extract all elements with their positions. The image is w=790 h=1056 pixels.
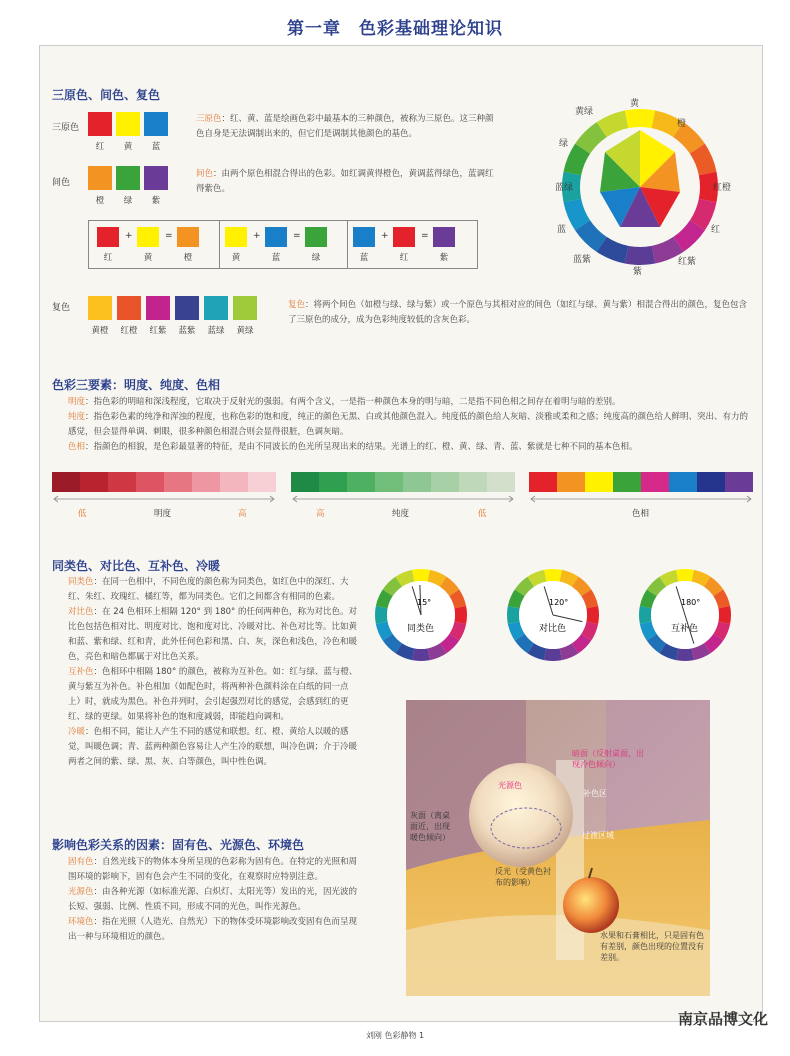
wheel-label: 绿 [559,139,569,149]
annotation-complementary: 补色区 [583,789,607,798]
annotation-gray: 灰面（离桌面近，出现暖色倾向） [410,811,450,842]
hue-bar [529,472,753,492]
factors-text: 固有色：自然光线下的物体本身所呈现的色彩称为固有色。在特定的光照和周围环境的影响下，固有色会产生不同的变化，在观察时应特别注意。 光源色：由各种光源（如标准光源、白炽灯、太阳光等）发出的光，因光波的长短、强弱、比例、性质不同，形成不同的光色，叫作光源色。 环境色：指在光照（人造光、自然光）下的物体受环境影响改变固有色而呈现出一种与环境相近的颜色。 [68,857,358,942]
primary-swatch-label: 红 [95,142,105,152]
angle-label: 180° [681,598,701,607]
wheel-label: 红橙 [713,183,732,193]
tertiary-swatch [204,296,228,320]
bar-segment [248,472,276,492]
mix-swatch [353,227,375,247]
value-bar-label: 明度 [154,509,172,519]
mix-swatch [177,227,199,247]
wheel-segment [625,109,655,128]
tertiary-swatch-label: 蓝紫 [178,326,196,336]
bar-segment [136,472,164,492]
mix-label: 红 [103,253,113,263]
bar-segment [108,472,136,492]
bar-segment [459,472,487,492]
page-title: 第一章 色彩基础理论知识 [287,19,503,39]
wheel-segment [544,569,562,582]
small-wheels [366,560,756,670]
hue-bar-label: 色相 [632,509,650,519]
relations-text: 同类色：在同一色相中，不同色度的颜色称为同类色，如红色中的深红、大红、朱红、玫瑰红、橘红等，都为同类色。它们之间都含有相同的色素。 对比色：在 24 色相环上相隔 120° 到 180° 的任何两种色，称为对比色。对比色包括色相对比、明度对比、饱和度对比、冷暖对比、补色对比等。比如黄和蓝、紫和绿、红和青，此外任何色彩和黑、白、灰，深色和浅色，冷色和暖色，亮色和暗色都属于对比色关系。 互补色：色相环中相隔 180° 的颜色，被称为互补色。如：红与绿、蓝与橙、黄与紫互为补色。补色相加（如配色时，将两种补色颜料涂在白纸的同一点上）时，就成为黑色。补色并列时，会引起强烈对比的感觉，会感到红的更红、绿的更绿。如果将补色的饱和度减弱，即能趋向调和。 冷暖：色相不同，能让人产生不同的感觉和联想。红、橙、黄给人以暖的感觉，叫暖色调；青、蓝两种颜色容易让人产生冷的联想，叫冷色调；介于冷暖两者之间的紫、绿、黑、灰、白等颜色，叫中性色调。 [68,577,358,767]
wheel-segment [676,569,694,582]
primary-swatch [116,112,140,136]
secondary-swatch-label: 紫 [151,196,161,206]
primary-swatch [88,112,112,136]
value-bar [52,472,276,492]
bar-segment [347,472,375,492]
mix-swatch [433,227,455,247]
small-wheel-label: 互补色 [671,624,699,634]
wheel-segment [507,606,520,624]
bar-segment [80,472,108,492]
mix-operator: = [165,231,173,241]
bar-segment [557,472,585,492]
mix-swatch [393,227,415,247]
bar-segment [697,472,725,492]
annotation-reflect: 反光（受黄色衬布的影响） [495,867,551,887]
annotation-overlap: 过渡区域 [582,831,614,840]
wheel-label: 橙 [677,119,687,129]
mix-label: 绿 [311,253,321,263]
wheel-segment [625,246,655,265]
mix-label: 黄 [231,253,241,263]
wheel-segment [676,648,694,661]
section-heading-primary: 三原色、间色、复色 [52,88,161,102]
bar-segment [192,472,220,492]
primary-swatch [144,112,168,136]
secondary-swatch [144,166,168,190]
mix-label: 紫 [439,253,449,263]
bar-segment [220,472,248,492]
value-high-label: 高 [238,509,247,519]
section-heading-elements: 色彩三要素：明度、纯度、色相 [52,378,221,392]
mix-label: 红 [399,253,409,263]
secondary-desc: 间色：由两个原色相混合得出的色彩。如红调黄得橙色，黄调蓝得绿色，蓝调红得紫色。 [196,169,494,194]
bar-segment [375,472,403,492]
bar-segment [669,472,697,492]
secondary-swatch [116,166,140,190]
tertiary-desc: 复色：将两个间色（如橙与绿、绿与紫）或一个原色与其相对应的间色（如红与绿、黄与紫）相混合得出的颜色，复色包含了三原色的成分，成为色彩纯度较低的含灰色彩。 [288,300,748,325]
bar-segment [641,472,669,492]
wheel-label: 红紫 [678,257,697,267]
bar-segment [725,472,753,492]
tertiary-swatch [175,296,199,320]
bar-segment [529,472,557,492]
bar-segment [613,472,641,492]
wheel-segment [412,569,430,582]
bar-segment [291,472,319,492]
small-wheel-label: 同类色 [407,624,435,634]
primary-label: 三原色 [52,123,80,133]
page-footer: 刘刚 色彩静物 1 [365,1031,425,1040]
mix-swatch [97,227,119,247]
wheel-segment [454,606,467,624]
annotation-dark: 暗面（反射桌面，出现冷色倾向） [572,749,644,769]
mix-operator: + [253,231,261,241]
mix-swatch [225,227,247,247]
mix-operator: + [125,231,133,241]
tertiary-swatch-label: 红紫 [149,326,167,336]
angle-label: 120° [549,598,569,607]
primary-swatch-label: 蓝 [151,142,161,152]
primary-swatch-label: 黄 [123,142,133,152]
bar-segment [52,472,80,492]
secondary-swatch-label: 橙 [95,196,105,206]
wheel-label: 黄绿 [575,107,594,117]
tertiary-swatch [233,296,257,320]
small-wheel-label: 对比色 [539,624,567,634]
tertiary-swatch-label: 黄橙 [91,326,109,336]
section-heading-factors: 影响色彩关系的因素：固有色、光源色、环境色 [52,838,305,852]
bar-segment [403,472,431,492]
secondary-label: 间色 [52,178,71,188]
tertiary-swatch-label: 蓝绿 [207,326,225,336]
wheel-segment [639,606,652,624]
mix-operator: = [421,231,429,241]
mix-swatch [305,227,327,247]
bar-segment [164,472,192,492]
wheel-segment [412,648,430,661]
annotation-fruit: 水果和石膏相比，只是固有色有差别，颜色出现的位置没有差别。 [600,931,704,962]
tertiary-swatch [88,296,112,320]
tertiary-label: 复色 [52,303,71,313]
saturation-low-label: 低 [478,509,487,519]
tertiary-swatch-label: 红橙 [120,326,138,336]
mix-divider [347,221,348,268]
mix-operator: + [381,231,389,241]
value-low-label: 低 [78,509,87,519]
mix-label: 橙 [183,253,193,263]
secondary-swatch-label: 绿 [123,196,133,206]
wheel-label: 蓝绿 [555,183,574,193]
mix-label: 黄 [143,253,153,263]
bar-arrows [52,494,752,504]
wheel-segment [544,648,562,661]
wheel-segment [375,606,388,624]
color-wheel [545,92,735,282]
tertiary-swatch-label: 黄绿 [236,326,254,336]
annotation-light: 光源色 [498,781,522,790]
watermark: 南京品博文化 [677,1010,768,1028]
secondary-swatch [88,166,112,190]
wheel-label: 黄 [630,99,640,109]
elements-text: 明度：指色彩的明暗和深浅程度，它取决于反射光的强弱。有两个含义，一是指一种颜色本身的明与暗，二是指不同色相之间存在着明与暗的差别。 纯度：指色彩色素的纯净和浑浊的程度，也称色彩的饱和度，纯正的颜色无黑、白或其他颜色混入。纯度低的颜色给人灰暗、淡雅或柔和之感；纯度高的颜色给人鲜明、突出、有力的感觉，但会显得单调、刺眼，很多种颜色相混合则会显得很脏，色调灰暗。 色相：指颜色的相貌，是色彩最显著的特征，是由不同波长的色光所呈现出来的结果。光谱上的红、橙、黄、绿、青、蓝、紫就是七种不同的基本色相。 [68,397,749,452]
bar-segment [585,472,613,492]
tertiary-swatch [117,296,141,320]
wheel-segment [586,606,599,624]
mix-operator: = [293,231,301,241]
mix-swatch [137,227,159,247]
saturation-high-label: 高 [316,509,325,519]
section-heading-relations: 同类色、对比色、互补色、冷暖 [52,559,221,573]
mix-swatch [265,227,287,247]
saturation-bar-label: 纯度 [392,509,410,519]
angle-label: 15° [417,598,432,607]
mix-diagram [88,220,478,269]
bar-segment [431,472,459,492]
mix-divider [219,221,220,268]
mix-label: 蓝 [271,253,281,263]
tertiary-swatch [146,296,170,320]
wheel-segment [718,606,731,624]
wheel-label: 红 [711,225,721,235]
wheel-label: 紫 [633,267,643,277]
saturation-bar [291,472,515,492]
primary-desc: 三原色：红、黄、蓝是绘画色彩中最基本的三种颜色，被称为三原色。这三种颜色自身是无法调制出来的，但它们是调制其他颜色的基色。 [196,114,494,139]
bar-segment [319,472,347,492]
wheel-label: 蓝紫 [573,255,592,265]
bar-segment [487,472,515,492]
mix-label: 蓝 [359,253,369,263]
wheel-label: 蓝 [557,225,567,235]
